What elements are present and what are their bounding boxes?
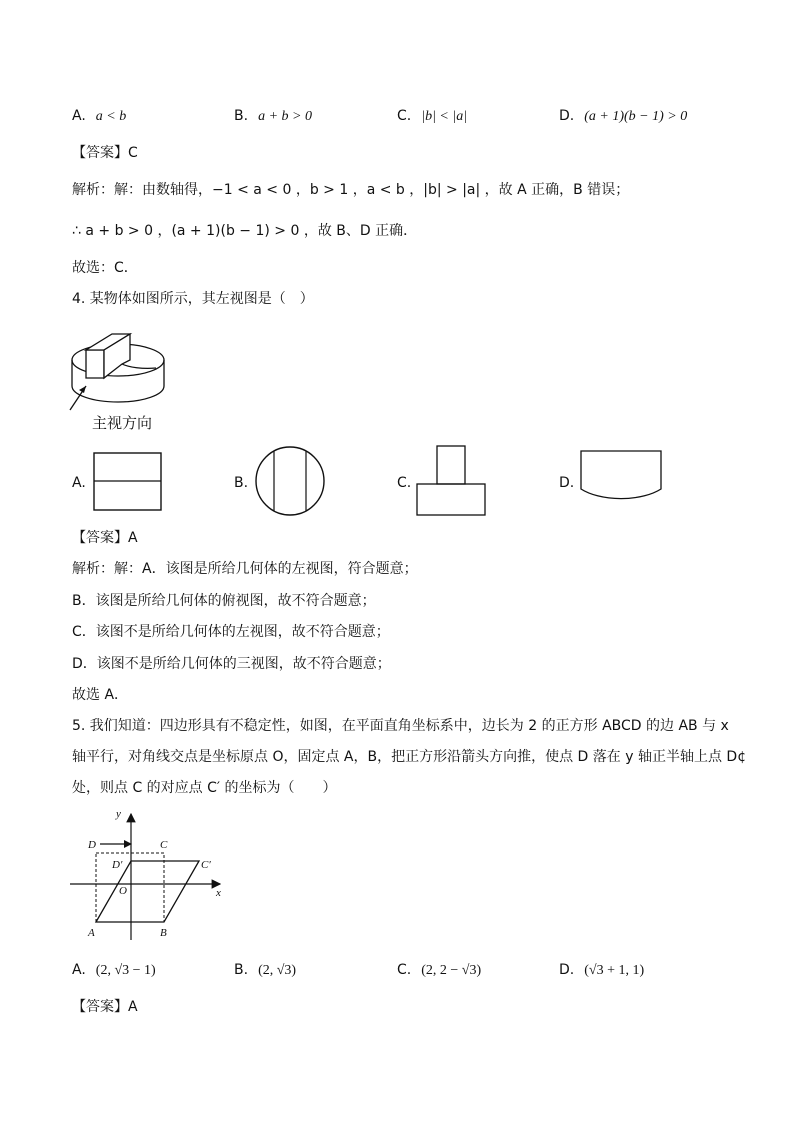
- q3-conclusion: 故选：C．: [72, 260, 138, 276]
- label-c-prime: C′: [201, 859, 211, 871]
- q4-stem: 4. 某物体如图所示，其左视图是（ ）: [72, 291, 314, 307]
- q5-option-c[interactable]: [397, 960, 481, 981]
- label-y: y: [116, 808, 121, 820]
- q5-stem-line-3: 处，则点 C 的对应点 C′ 的坐标为（ ）: [72, 780, 337, 796]
- label-d-prime: D′: [112, 859, 123, 871]
- q4-option-c-figure[interactable]: [416, 445, 488, 519]
- label-x: x: [216, 887, 221, 899]
- option-expr: a < b: [95, 109, 127, 124]
- option-letter: C.: [397, 108, 412, 124]
- option-letter: B.: [234, 962, 249, 978]
- q4-option-b-figure[interactable]: [254, 446, 328, 518]
- q4-figure-caption: 主视方向: [92, 414, 153, 432]
- q5-stem-line-1: 5. 我们知道：四边形具有不稳定性，如图，在平面直角坐标系中，边长为 2 的正方形 ABCD 的边 AB 与 x: [72, 718, 729, 734]
- q4-option-d-figure[interactable]: [579, 449, 665, 515]
- q4-option-d-letter[interactable]: D.: [559, 475, 575, 491]
- label-a: A: [88, 927, 95, 939]
- option-expr: (a + 1)(b − 1) > 0: [584, 109, 688, 124]
- q5-stem-line-2: 轴平行，对角线交点是坐标原点 O，固定点 A，B，把正方形沿箭头方向推，使点 D 落在 y 轴正半轴上点 D¢: [72, 749, 747, 765]
- label-o: O: [119, 885, 127, 897]
- option-expr: (2, 2 − √3): [421, 963, 482, 978]
- q3-analysis-line-2: ∴ a + b > 0 ，(a + 1)(b − 1) > 0 ，故 B、D 正确．: [72, 223, 418, 239]
- option-expr: (2, √3 − 1): [95, 963, 156, 978]
- q3-option-a[interactable]: [72, 106, 126, 127]
- q4-option-c-letter[interactable]: C.: [397, 475, 412, 491]
- q3-option-c[interactable]: [397, 106, 467, 127]
- q4-option-a-letter[interactable]: A.: [72, 475, 86, 491]
- label-b: B: [160, 927, 167, 939]
- q5-option-b[interactable]: [234, 960, 296, 981]
- label-d: D: [88, 839, 96, 851]
- option-letter: D.: [559, 962, 575, 978]
- q4-conclusion: 故选 A．: [72, 687, 129, 703]
- q4-analysis-line-4: D．该图不是所给几何体的三视图，故不符合题意；: [72, 656, 391, 672]
- q3-analysis-line-1: 解析：解：由数轴得，−1 < a < 0 ，b > 1 ，a < b ，|b| > |a| ，故 A 正确，B 错误；: [72, 182, 630, 198]
- q5-option-d[interactable]: [559, 960, 644, 981]
- q3-option-d[interactable]: [559, 106, 687, 127]
- q4-analysis-line-1: 解析：解：A．该图是所给几何体的左视图，符合题意；: [72, 561, 418, 577]
- q4-analysis-line-2: B．该图是所给几何体的俯视图，故不符合题意；: [72, 593, 376, 609]
- q5-answer: 【答案】A: [72, 999, 138, 1015]
- q4-answer: 【答案】A: [72, 530, 138, 546]
- option-expr: (√3 + 1, 1): [584, 963, 645, 978]
- option-expr: |b| < |a|: [421, 109, 468, 124]
- label-c: C: [160, 839, 168, 851]
- q4-option-a-figure[interactable]: [93, 452, 163, 512]
- q4-analysis-line-3: C．该图不是所给几何体的左视图，故不符合题意；: [72, 624, 390, 640]
- option-expr: (2, √3): [258, 963, 297, 978]
- q4-option-b-letter[interactable]: B.: [234, 475, 249, 491]
- option-letter: B.: [234, 108, 249, 124]
- q5-option-a[interactable]: [72, 960, 156, 981]
- q3-option-b[interactable]: [234, 106, 312, 127]
- option-expr: a + b > 0: [258, 109, 312, 124]
- q3-answer: 【答案】C: [72, 145, 138, 161]
- q4-solid-figure: [60, 320, 170, 420]
- q5-coordinate-figure: [70, 810, 230, 940]
- option-letter: A.: [72, 108, 86, 124]
- option-letter: C.: [397, 962, 412, 978]
- option-letter: D.: [559, 108, 575, 124]
- option-letter: A.: [72, 962, 86, 978]
